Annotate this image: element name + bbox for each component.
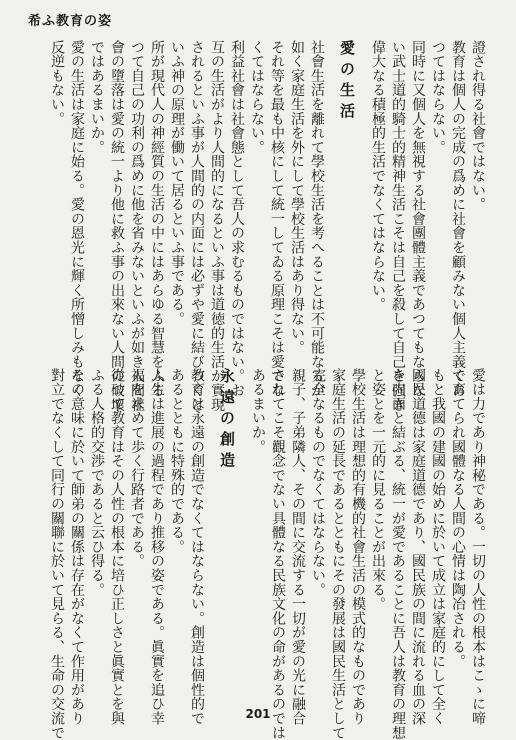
top2-col-7: されるといふ事が人間的の内面には必ずや愛に結びつくと [189,40,205,412]
top2-col-12: ではあるまいか。 [89,40,105,155]
bot-col-11: されてこそ觀念でない具體なる民族文化の命があるのでは [270,368,286,740]
bot-col-1: 愛は力であり神秘である。一切の人性の根本はこゝに啼 [470,368,486,726]
top-col-1: 證され得る社會ではない。 [470,40,486,212]
top2-col-10: つて自己の功利の爲めに他を省みないといふが如き人間社 [129,40,145,412]
top-col-2: 教育は個人の完成の爲めに社會を顧みない個人主義であ [450,40,466,398]
top2-col-5: 利益社會は社會態として吾人の求むるものではない。お [229,40,245,398]
bot-col-2: く育てられ國體なる人間の心情は陶冶される。 [450,368,466,669]
bot2-col-7: その意味に於いて師弟の關係は存在がなくて作用があり [69,368,85,726]
bot-col-12: あるまいか。 [250,368,266,454]
top-col-6: 偉大なる積極的生活でなくてはならない。 [370,40,386,312]
page-header: 希ふ教育の姿 [28,14,113,29]
top2-col-2: 如く家庭生活を外にして學校生活はあり得ない。 [289,40,305,355]
bot2-col-8: 對立でなくして同行の關聯に於いて見らる、生命の交流で [49,368,65,740]
bot-col-3: もと我國の建國の始めに於いて成立は家庭的にして全く [430,368,446,726]
bot-col-5: き内面と結ぶる、統一が愛であることに吾人は教育の理想 [390,368,406,740]
top-col-4: 同時に又個人を無視する社會團體主義であつてもならな [410,40,426,398]
bot-col-4: 國民道德は家庭道德であり、國民族の間に流れる血の深 [410,368,426,726]
top-col-3: つてはならない。 [430,40,446,155]
top2-col-6: 互の生活がより人間的になるといふ事は道徳的生活が實現 [209,40,225,412]
top2-col-9: 所が現代人の神經質の生活の中にはあらゆる智慧をふる [149,40,165,398]
top2-col-14: 反逆もない。 [49,40,65,126]
bot2-col-6: ふる人格的交渉であると云ひ得る。 [89,368,105,597]
top2-col-8: いふ神の原理が働いて居るといふ事である。 [169,40,185,326]
bot-col-6: と姿とを一元的に見ることが出來る。 [370,368,386,612]
top-section [38,40,488,412]
top-col-5: い武士道的騎士的精神生活こそは自己を殺して自己を强き [390,40,406,412]
bot-col-7: 學校生活は理想的有機的社會生活の模式的なものであり [350,368,366,726]
bot2-col-3: 人生は進展の過程であり推移の姿である。眞實を追ひ幸 [149,368,165,726]
bot-col-8: 家庭生活の延長であるとともにその發展は國民生活として [330,368,346,740]
top2-col-4: くてはならない。 [249,40,265,155]
top2-col-1: 社會生活を離れて學校生活を考へることは不可能なるが [309,40,325,398]
bot-col-9: 完全なるものでなくてはならない。 [310,368,326,597]
bot2-col-4: 福を求めて歩く行路者である。 [129,368,145,569]
page-number: 201 [245,707,271,721]
top2-col-3: それ等を最も中核にして統一してゐる原理こそは愛でな [269,40,285,398]
bot2-col-1: 教育は永遠の創造でなくてはならない。創造は個性的で [189,368,205,726]
bot2-col-2: あるとともに特殊的である。 [169,368,185,554]
section-heading-eternal-creation: 永遠の創造 [218,368,236,473]
top2-col-11: 會の墮落は愛の統一より他に救ふ事の出來ない人間の破壞 [109,40,125,412]
top2-col-13: 愛の生活は家庭に始る。愛の恩光に輝く所憎しみもなく [69,40,85,398]
bot-col-10: 親子、子弟隣人、その間に交流する一切が愛の光に融合 [290,368,306,726]
bot2-col-5: 從つて教育はその人性の根本に培ひ正しさと眞實とを與 [109,368,125,726]
section-heading-love: 愛の生活 [338,40,356,124]
